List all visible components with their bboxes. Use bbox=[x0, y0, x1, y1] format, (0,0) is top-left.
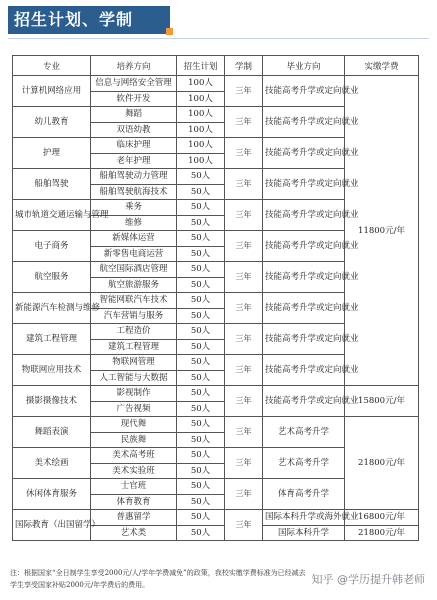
table-row bbox=[13, 76, 419, 92]
enrollment-quota: 50人 bbox=[177, 215, 225, 231]
enrollment-quota: 50人 bbox=[177, 324, 225, 340]
tuition-fee: 21800元/年 bbox=[345, 525, 419, 541]
track-name: 航空旅游服务 bbox=[91, 277, 177, 293]
graduation-direction: 技能高考升学或定向就业 bbox=[263, 231, 345, 262]
study-years: 三年 bbox=[225, 76, 263, 107]
study-years: 三年 bbox=[225, 138, 263, 169]
enrollment-quota: 50人 bbox=[177, 510, 225, 526]
table-row bbox=[13, 417, 419, 433]
enrollment-quota: 50人 bbox=[177, 386, 225, 402]
track-name: 人工智能与大数据 bbox=[91, 370, 177, 386]
graduation-direction: 国际本科升学或海外就业 bbox=[263, 510, 345, 526]
major-name: 休闲体育服务 bbox=[13, 479, 91, 510]
track-name: 临床护理 bbox=[91, 138, 177, 154]
major-name: 幼儿教育 bbox=[13, 107, 91, 138]
enrollment-quota: 50人 bbox=[177, 432, 225, 448]
enrollment-quota: 50人 bbox=[177, 262, 225, 278]
major-name: 建筑工程管理 bbox=[13, 324, 91, 355]
enrollment-quota: 50人 bbox=[177, 401, 225, 417]
enrollment-quota: 50人 bbox=[177, 525, 225, 541]
major-name: 电子商务 bbox=[13, 231, 91, 262]
graduation-direction: 技能高考升学或定向就业 bbox=[263, 293, 345, 324]
graduation-direction: 体育高考升学 bbox=[263, 479, 345, 510]
track-name: 现代舞 bbox=[91, 417, 177, 433]
major-name: 新能源汽车检测与维修 bbox=[13, 293, 91, 324]
study-years: 三年 bbox=[225, 355, 263, 386]
major-name: 物联网应用技术 bbox=[13, 355, 91, 386]
major-name: 计算机网络应用 bbox=[13, 76, 91, 107]
column-header-years: 学制 bbox=[225, 56, 263, 76]
graduation-direction: 技能高考升学或定向就业 bbox=[263, 76, 345, 107]
track-name: 士官班 bbox=[91, 479, 177, 495]
enrollment-quota: 100人 bbox=[177, 76, 225, 92]
table-row bbox=[13, 386, 419, 402]
graduation-direction: 技能高考升学或定向就业 bbox=[263, 355, 345, 386]
page-title: 招生计划、学制 bbox=[8, 6, 170, 34]
track-name: 广告视频 bbox=[91, 401, 177, 417]
major-name: 航空服务 bbox=[13, 262, 91, 293]
track-name: 船舶驾驶动力管理 bbox=[91, 169, 177, 185]
study-years: 三年 bbox=[225, 107, 263, 138]
enrollment-quota: 50人 bbox=[177, 293, 225, 309]
watermark-text: 知乎 @学历提升韩老师 bbox=[311, 573, 425, 586]
graduation-direction: 技能高考升学或定向就业 bbox=[263, 169, 345, 200]
track-name: 物联网管理 bbox=[91, 355, 177, 371]
enrollment-quota: 50人 bbox=[177, 308, 225, 324]
study-years: 三年 bbox=[225, 448, 263, 479]
column-header-fee: 实缴学费 bbox=[345, 56, 419, 76]
study-years: 三年 bbox=[225, 169, 263, 200]
major-name: 护理 bbox=[13, 138, 91, 169]
track-name: 软件开发 bbox=[91, 91, 177, 107]
column-header-quota: 招生计划 bbox=[177, 56, 225, 76]
track-name: 美术高考班 bbox=[91, 448, 177, 464]
track-name: 体育教育 bbox=[91, 494, 177, 510]
page-header bbox=[0, 0, 437, 40]
watermark bbox=[312, 571, 426, 587]
study-years: 三年 bbox=[225, 324, 263, 355]
graduation-direction: 艺术高考升学 bbox=[263, 448, 345, 479]
enrollment-quota: 50人 bbox=[177, 370, 225, 386]
track-name: 船舶驾驶航海技术 bbox=[91, 184, 177, 200]
track-name: 信息与网络安全管理 bbox=[91, 76, 177, 92]
track-name: 民族舞 bbox=[91, 432, 177, 448]
study-years: 三年 bbox=[225, 293, 263, 324]
track-name: 新媒体运营 bbox=[91, 231, 177, 247]
enrollment-quota: 100人 bbox=[177, 122, 225, 138]
track-name: 老年护理 bbox=[91, 153, 177, 169]
enrollment-quota: 50人 bbox=[177, 246, 225, 262]
study-years: 三年 bbox=[225, 479, 263, 510]
enrollment-quota: 50人 bbox=[177, 448, 225, 464]
footnote: 注：根据国家“全日制学生享受2000元/人/学年学费减免”的政策，我校实缴学费标准为已经减去学生享受国家补贴2000元/年学费后的费用。 bbox=[10, 569, 306, 589]
track-name: 工程造价 bbox=[91, 324, 177, 340]
enrollment-quota: 50人 bbox=[177, 277, 225, 293]
enrollment-plan-table bbox=[12, 55, 419, 541]
enrollment-quota: 50人 bbox=[177, 339, 225, 355]
enrollment-quota: 50人 bbox=[177, 231, 225, 247]
track-name: 影视制作 bbox=[91, 386, 177, 402]
major-name: 国际教育（出国留学） bbox=[13, 510, 91, 541]
enrollment-quota: 50人 bbox=[177, 184, 225, 200]
major-name: 美术绘画 bbox=[13, 448, 91, 479]
major-name: 摄影摄像技术 bbox=[13, 386, 91, 417]
tuition-fee: 16800元/年 bbox=[345, 510, 419, 526]
study-years: 三年 bbox=[225, 200, 263, 231]
major-name: 船舶驾驶 bbox=[13, 169, 91, 200]
enrollment-quota: 100人 bbox=[177, 138, 225, 154]
track-name: 航空国际酒店管理 bbox=[91, 262, 177, 278]
track-name: 舞蹈 bbox=[91, 107, 177, 123]
enrollment-quota: 50人 bbox=[177, 463, 225, 479]
track-name: 普惠留学 bbox=[91, 510, 177, 526]
graduation-direction: 技能高考升学或定向就业 bbox=[263, 138, 345, 169]
table-header-row bbox=[13, 56, 419, 76]
enrollment-quota: 50人 bbox=[177, 169, 225, 185]
study-years: 三年 bbox=[225, 510, 263, 541]
enrollment-quota: 100人 bbox=[177, 107, 225, 123]
track-name: 美术实验班 bbox=[91, 463, 177, 479]
study-years: 三年 bbox=[225, 417, 263, 448]
header-divider bbox=[8, 38, 429, 39]
graduation-direction: 国际本科升学 bbox=[263, 525, 345, 541]
study-years: 三年 bbox=[225, 262, 263, 293]
enrollment-quota: 100人 bbox=[177, 91, 225, 107]
title-accent-square bbox=[166, 28, 173, 35]
enrollment-quota: 50人 bbox=[177, 417, 225, 433]
major-name: 舞蹈表演 bbox=[13, 417, 91, 448]
column-header-direction: 毕业方向 bbox=[263, 56, 345, 76]
tuition-fee: 15800元/年 bbox=[345, 386, 419, 417]
major-name: 城市轨道交通运输与管理 bbox=[13, 200, 91, 231]
graduation-direction: 技能高考升学或定向就业 bbox=[263, 107, 345, 138]
track-name: 双语幼教 bbox=[91, 122, 177, 138]
study-years: 三年 bbox=[225, 386, 263, 417]
track-name: 建筑工程管理 bbox=[91, 339, 177, 355]
tuition-fee: 21800元/年 bbox=[345, 417, 419, 510]
track-name: 艺术类 bbox=[91, 525, 177, 541]
enrollment-quota: 50人 bbox=[177, 494, 225, 510]
graduation-direction: 技能高考升学或定向就业 bbox=[263, 386, 345, 417]
graduation-direction: 技能高考升学或定向就业 bbox=[263, 262, 345, 293]
table-row bbox=[13, 510, 419, 526]
track-name: 维修 bbox=[91, 215, 177, 231]
track-name: 乘务 bbox=[91, 200, 177, 216]
study-years: 三年 bbox=[225, 231, 263, 262]
graduation-direction: 技能高考升学或定向就业 bbox=[263, 324, 345, 355]
column-header-track: 培养方向 bbox=[91, 56, 177, 76]
enrollment-quota: 100人 bbox=[177, 153, 225, 169]
enrollment-quota: 50人 bbox=[177, 479, 225, 495]
graduation-direction: 技能高考升学或定向就业 bbox=[263, 200, 345, 231]
enrollment-quota: 50人 bbox=[177, 200, 225, 216]
graduation-direction: 艺术高考升学 bbox=[263, 417, 345, 448]
track-name: 新零售电商运营 bbox=[91, 246, 177, 262]
column-header-major: 专业 bbox=[13, 56, 91, 76]
enrollment-quota: 50人 bbox=[177, 355, 225, 371]
tuition-fee: 11800元/年 bbox=[345, 76, 419, 386]
track-name: 智能网联汽车技术 bbox=[91, 293, 177, 309]
track-name: 汽车营销与服务 bbox=[91, 308, 177, 324]
